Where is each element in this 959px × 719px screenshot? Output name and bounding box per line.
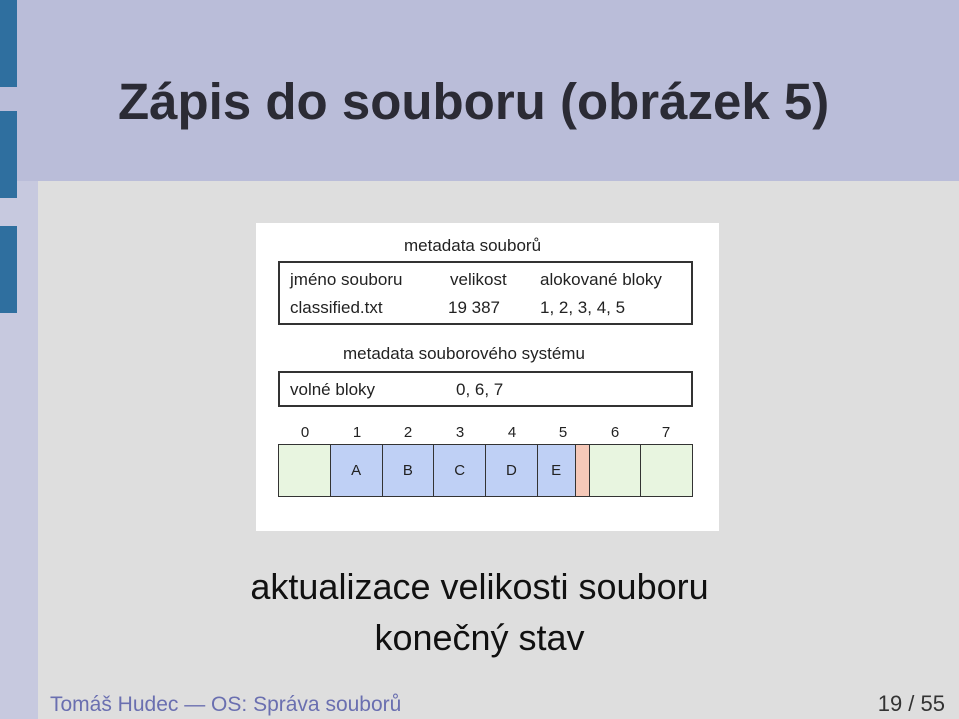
block-index: 3: [455, 424, 465, 441]
caption-line-2: konečný stav: [374, 617, 585, 658]
fs-metadata-table: [278, 371, 693, 407]
footer-author: Tomáš Hudec — OS: Správa souborů: [50, 693, 402, 716]
disk-block: D: [486, 445, 538, 496]
side-tab: [0, 226, 17, 313]
disk-block: [641, 445, 692, 496]
block-index: 5: [558, 424, 568, 441]
block-index: 4: [507, 424, 517, 441]
block-index: 1: [352, 424, 362, 441]
block-index: 0: [300, 424, 310, 441]
disk-block: [279, 445, 331, 496]
diagram-figure: [256, 223, 719, 531]
column-header: velikost: [450, 270, 507, 289]
file-metadata-table: [278, 261, 693, 325]
allocated-blocks: 1, 2, 3, 4, 5: [540, 298, 626, 317]
free-blocks-value: 0, 6, 7: [456, 380, 504, 399]
column-header: alokované bloky: [540, 270, 662, 289]
disk-block: B: [383, 445, 435, 496]
block-index: 7: [661, 424, 671, 441]
block-index: 6: [610, 424, 620, 441]
slide-header: [0, 0, 959, 181]
disk-block-tail: [576, 445, 590, 496]
slide-title: Zápis do souboru (obrázek 5): [118, 73, 830, 130]
block-index: 2: [403, 424, 413, 441]
side-tab: [0, 0, 17, 87]
file-name: classified.txt: [290, 298, 383, 317]
disk-block: A: [331, 445, 383, 496]
side-tab: [0, 111, 17, 198]
fs-metadata-heading: metadata souborového systému: [343, 344, 585, 363]
column-header: jméno souboru: [290, 270, 403, 289]
disk-block: C: [434, 445, 486, 496]
file-size: 19 387: [448, 298, 500, 317]
disk-block: E: [538, 445, 576, 496]
caption-line-1: aktualizace velikosti souboru: [250, 566, 709, 607]
page-number: 19 / 55: [877, 691, 945, 716]
file-metadata-heading: metadata souborů: [404, 236, 542, 255]
disk-blocks: [278, 444, 693, 497]
disk-block: [590, 445, 642, 496]
free-blocks-label: volné bloky: [290, 380, 376, 399]
